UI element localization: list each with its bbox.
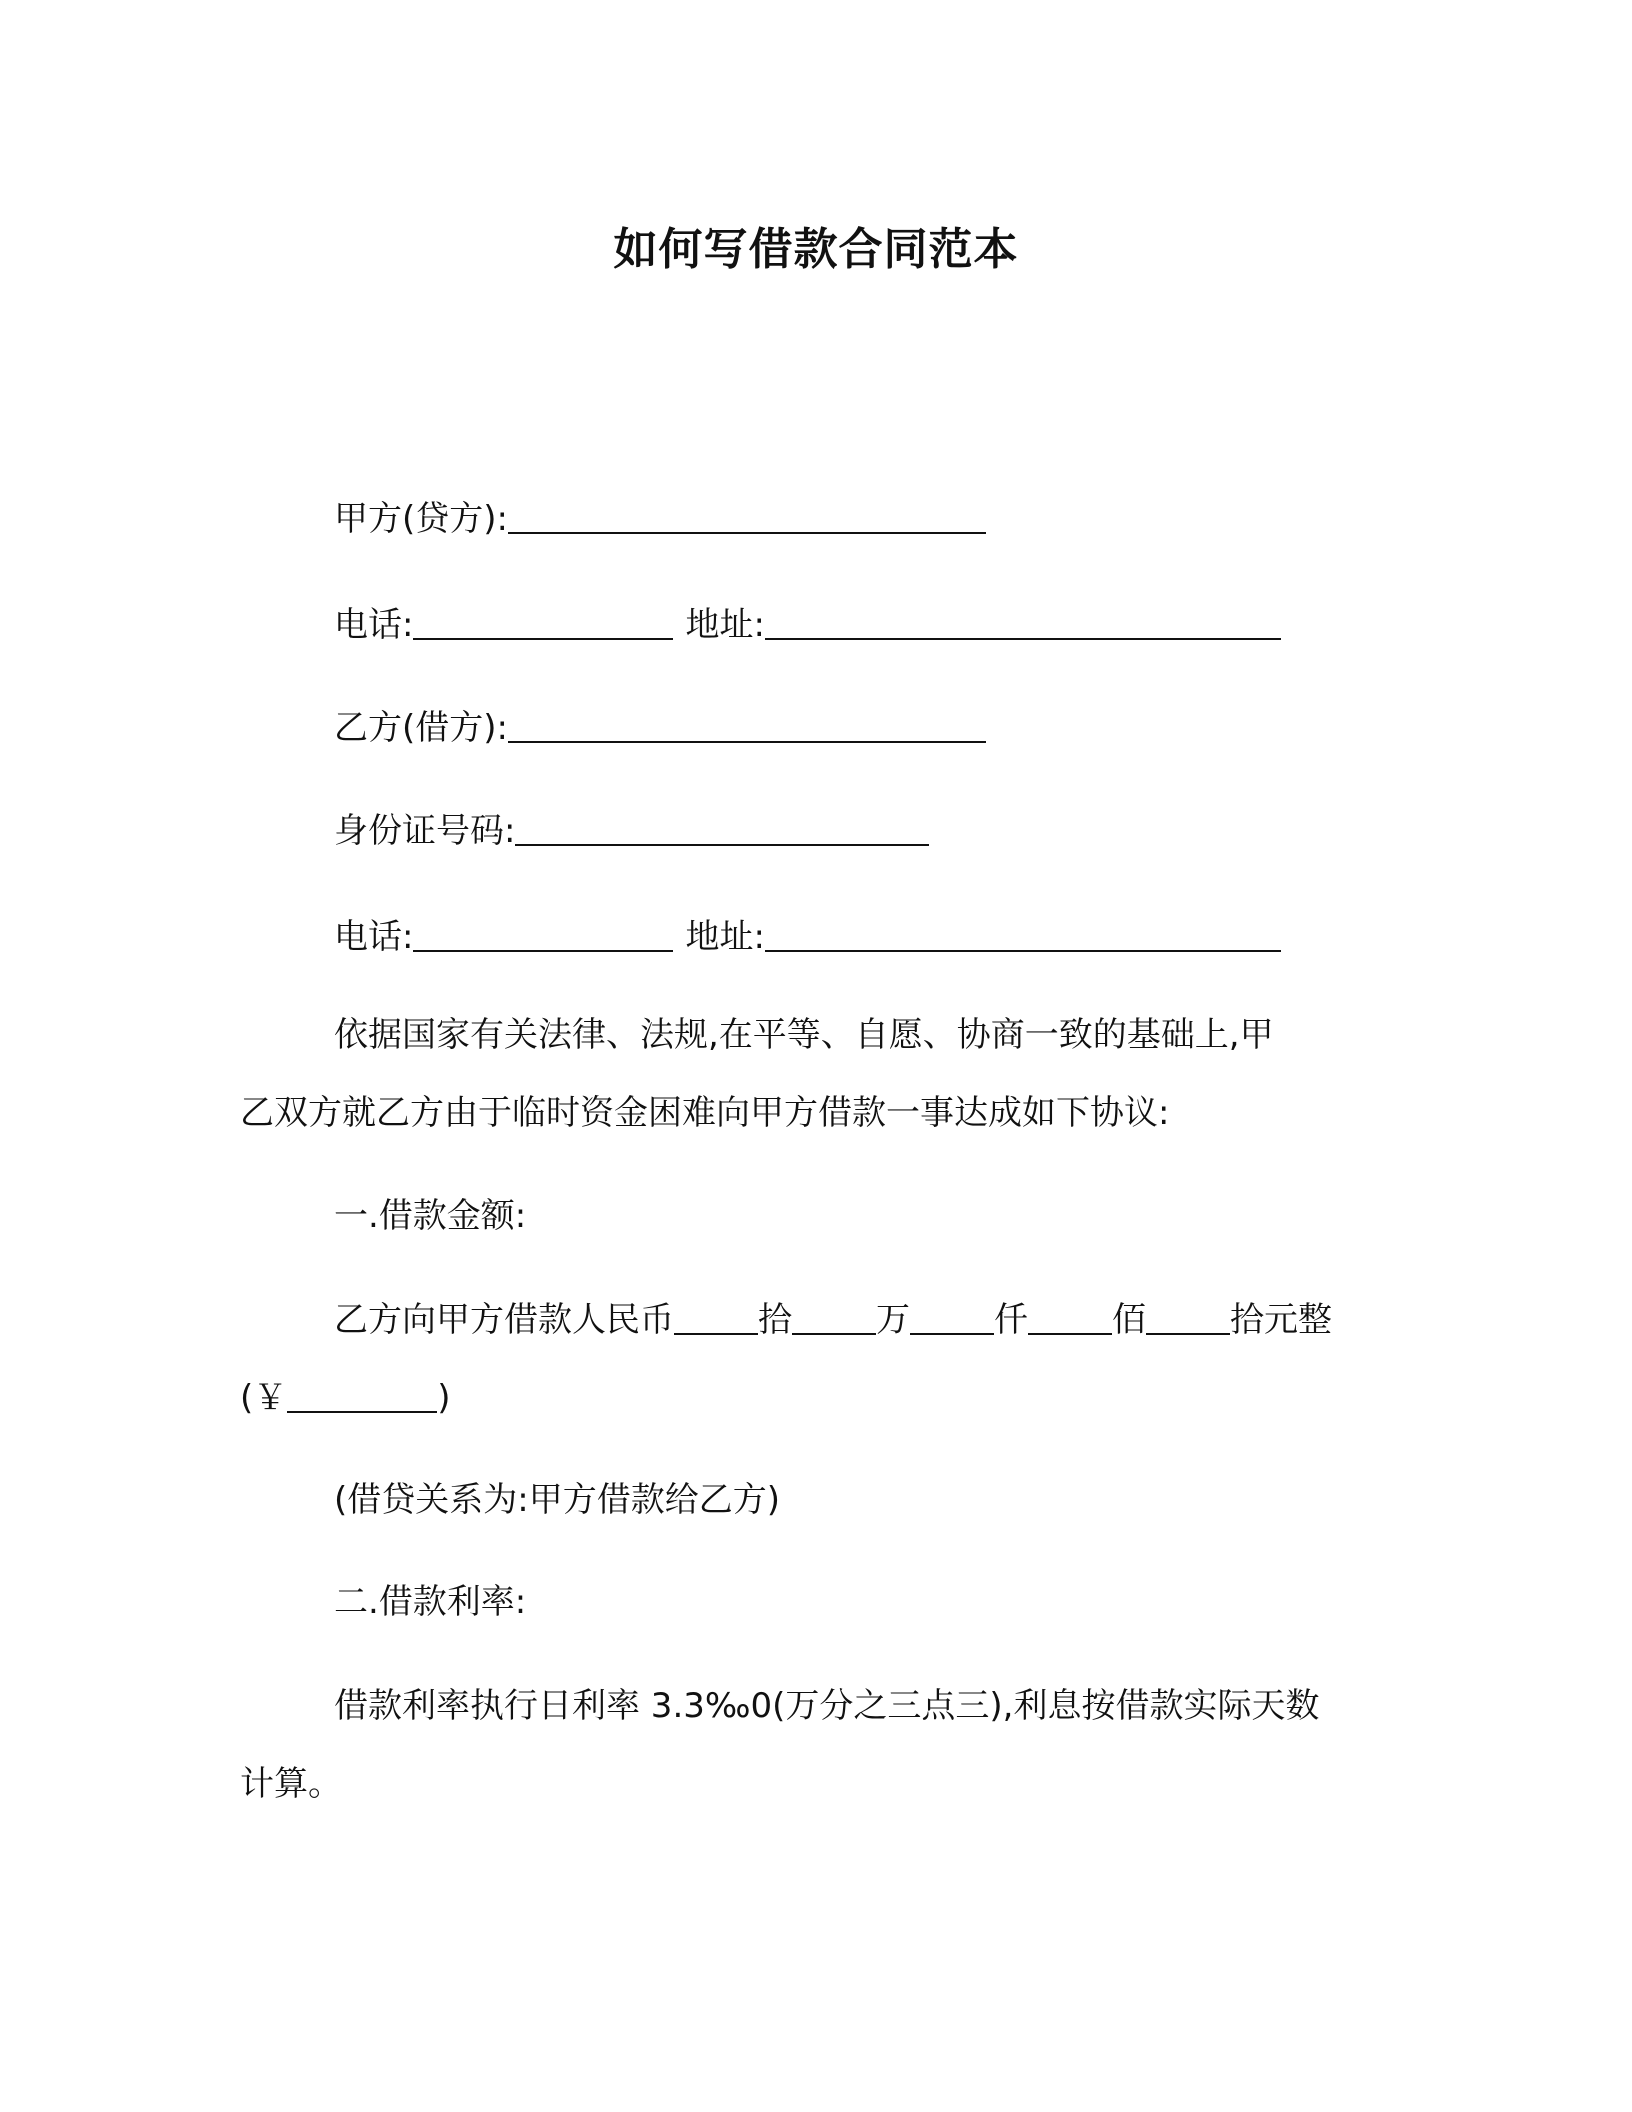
address-label-b: 地址:: [685, 917, 765, 957]
unit-wan: 万: [876, 1300, 910, 1340]
party-a-label: 甲方(贷方):: [334, 499, 508, 539]
phone-label-b: 电话:: [334, 917, 414, 957]
party-b-blank[interactable]: [508, 711, 986, 743]
unit-shi: 拾: [758, 1300, 792, 1340]
unit-bai: 佰: [1112, 1300, 1146, 1340]
amount-blank-bai[interactable]: [1028, 1303, 1112, 1335]
unit-shi-yuan: 拾元整: [1230, 1300, 1332, 1340]
party-a-blank[interactable]: [508, 502, 986, 534]
section-1-heading: 一.借款金额:: [334, 1196, 527, 1236]
id-number-line: [334, 809, 929, 853]
phone-blank-a[interactable]: [413, 608, 673, 640]
address-blank-a[interactable]: [765, 608, 1281, 640]
relation-note: (借贷关系为:甲方借款给乙方): [334, 1480, 780, 1520]
amount-blank-shi[interactable]: [1146, 1303, 1230, 1335]
rate-paragraph-line-2: 计算。: [240, 1764, 342, 1804]
document-title: 如何写借款合同范本: [613, 224, 1019, 275]
intro-paragraph-line-1: 依据国家有关法律、法规,在平等、自愿、协商一致的基础上,甲: [334, 1015, 1274, 1055]
amount-prefix: 乙方向甲方借款人民币: [334, 1300, 674, 1340]
unit-qian: 仟: [994, 1300, 1028, 1340]
address-label-a: 地址:: [685, 605, 765, 645]
section-2-heading: 二.借款利率:: [334, 1582, 527, 1622]
phone-blank-b[interactable]: [413, 920, 673, 952]
party-b-line: [334, 706, 986, 750]
address-blank-b[interactable]: [765, 920, 1281, 952]
party-a-contact-line: [334, 603, 1281, 647]
party-a-line: [334, 497, 986, 541]
amount-figure-line: [240, 1376, 451, 1420]
id-number-label: 身份证号码:: [334, 811, 516, 851]
amount-blank-qian[interactable]: [910, 1303, 994, 1335]
party-b-label: 乙方(借方):: [334, 708, 508, 748]
id-number-blank[interactable]: [515, 814, 929, 846]
amount-blank-shi-wan[interactable]: [674, 1303, 758, 1335]
amount-open: (￥: [240, 1378, 288, 1418]
amount-figure-blank[interactable]: [287, 1381, 437, 1413]
amount-close: ): [437, 1378, 451, 1418]
amount-line: [334, 1298, 1332, 1342]
phone-label-a: 电话:: [334, 605, 414, 645]
intro-paragraph-line-2: 乙双方就乙方由于临时资金困难向甲方借款一事达成如下协议:: [240, 1093, 1170, 1133]
rate-paragraph-line-1: 借款利率执行日利率 3.3‰0(万分之三点三),利息按借款实际天数: [334, 1686, 1320, 1726]
party-b-contact-line: [334, 915, 1281, 959]
amount-blank-wan[interactable]: [792, 1303, 876, 1335]
